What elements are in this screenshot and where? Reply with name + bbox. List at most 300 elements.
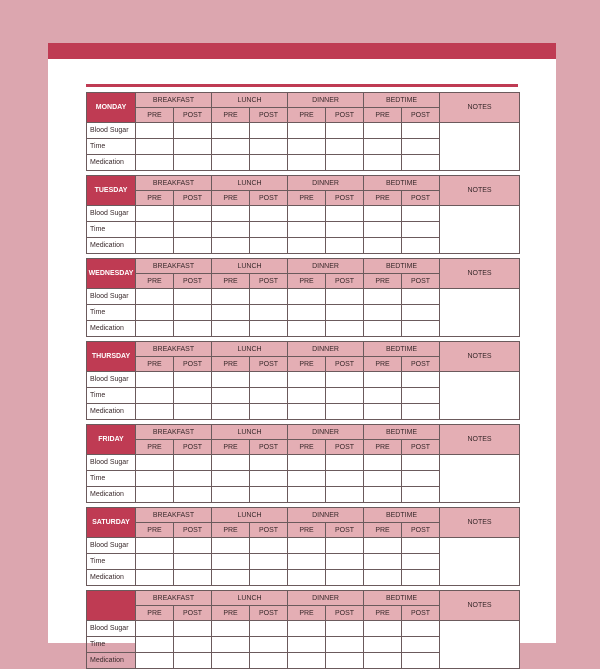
entry-cell[interactable] bbox=[402, 372, 440, 388]
entry-cell[interactable] bbox=[136, 388, 174, 404]
entry-cell[interactable] bbox=[364, 305, 402, 321]
entry-cell[interactable] bbox=[174, 155, 212, 171]
table-row bbox=[87, 621, 520, 637]
entry-cell[interactable] bbox=[402, 155, 440, 171]
entry-cell[interactable] bbox=[136, 570, 174, 586]
table-row bbox=[87, 455, 520, 471]
row-label: Time bbox=[87, 471, 136, 487]
notes-header: NOTES bbox=[440, 425, 520, 455]
entry-cell[interactable] bbox=[136, 372, 174, 388]
entry-cell[interactable] bbox=[402, 621, 440, 637]
row-label: Time bbox=[87, 388, 136, 404]
entry-cell[interactable] bbox=[212, 554, 250, 570]
pre-header: PRE bbox=[288, 523, 326, 538]
meal-header: BREAKFAST bbox=[136, 508, 212, 523]
entry-cell[interactable] bbox=[288, 554, 326, 570]
meal-header: BREAKFAST bbox=[136, 425, 212, 440]
row-label: Blood Sugar bbox=[87, 289, 136, 305]
entry-cell[interactable] bbox=[136, 404, 174, 420]
meal-header: BREAKFAST bbox=[136, 93, 212, 108]
entry-cell[interactable] bbox=[364, 238, 402, 254]
entry-cell[interactable] bbox=[212, 372, 250, 388]
entry-cell[interactable] bbox=[174, 139, 212, 155]
post-header: POST bbox=[174, 440, 212, 455]
entry-cell[interactable] bbox=[288, 404, 326, 420]
entry-cell[interactable] bbox=[212, 538, 250, 554]
entry-cell[interactable] bbox=[212, 289, 250, 305]
entry-cell[interactable] bbox=[212, 222, 250, 238]
entry-cell[interactable] bbox=[174, 653, 212, 669]
day-log-table bbox=[86, 507, 520, 586]
entry-cell[interactable] bbox=[174, 404, 212, 420]
row-label: Medication bbox=[87, 321, 136, 337]
entry-cell[interactable] bbox=[402, 289, 440, 305]
day-log-table bbox=[86, 175, 520, 254]
row-label: Blood Sugar bbox=[87, 206, 136, 222]
entry-cell[interactable] bbox=[364, 155, 402, 171]
pre-header: PRE bbox=[136, 191, 174, 206]
meal-header: BREAKFAST bbox=[136, 591, 212, 606]
row-label: Blood Sugar bbox=[87, 123, 136, 139]
meal-header: BEDTIME bbox=[364, 176, 440, 191]
meal-header: BEDTIME bbox=[364, 342, 440, 357]
entry-cell[interactable] bbox=[402, 653, 440, 669]
entry-cell[interactable] bbox=[212, 621, 250, 637]
entry-cell[interactable] bbox=[364, 388, 402, 404]
entry-cell[interactable] bbox=[174, 621, 212, 637]
entry-cell[interactable] bbox=[174, 471, 212, 487]
pre-header: PRE bbox=[364, 191, 402, 206]
entry-cell[interactable] bbox=[288, 538, 326, 554]
entry-cell[interactable] bbox=[212, 570, 250, 586]
meal-header: DINNER bbox=[288, 342, 364, 357]
notes-header: NOTES bbox=[440, 93, 520, 123]
entry-cell[interactable] bbox=[174, 487, 212, 503]
entry-cell[interactable] bbox=[212, 637, 250, 653]
entry-cell[interactable] bbox=[136, 538, 174, 554]
entry-cell[interactable] bbox=[364, 637, 402, 653]
entry-cell[interactable] bbox=[402, 404, 440, 420]
pre-header: PRE bbox=[288, 274, 326, 289]
post-header: POST bbox=[326, 357, 364, 372]
row-label: Time bbox=[87, 222, 136, 238]
entry-cell[interactable] bbox=[364, 321, 402, 337]
entry-cell[interactable] bbox=[402, 487, 440, 503]
entry-cell[interactable] bbox=[402, 554, 440, 570]
entry-cell[interactable] bbox=[136, 653, 174, 669]
day-log-table bbox=[86, 258, 520, 337]
notes-cell[interactable] bbox=[440, 123, 520, 171]
pre-header: PRE bbox=[364, 440, 402, 455]
entry-cell[interactable] bbox=[402, 238, 440, 254]
entry-cell[interactable] bbox=[364, 554, 402, 570]
post-header: POST bbox=[174, 108, 212, 123]
day-log-table bbox=[86, 92, 520, 171]
entry-cell[interactable] bbox=[212, 404, 250, 420]
meal-header: DINNER bbox=[288, 259, 364, 274]
entry-cell[interactable] bbox=[326, 123, 364, 139]
pre-header: PRE bbox=[364, 606, 402, 621]
entry-cell[interactable] bbox=[212, 155, 250, 171]
entry-cell[interactable] bbox=[402, 455, 440, 471]
entry-cell[interactable] bbox=[250, 388, 288, 404]
meal-header: DINNER bbox=[288, 176, 364, 191]
post-header: POST bbox=[250, 191, 288, 206]
meal-header: BREAKFAST bbox=[136, 176, 212, 191]
post-header: POST bbox=[402, 108, 440, 123]
entry-cell[interactable] bbox=[288, 139, 326, 155]
entry-cell[interactable] bbox=[326, 471, 364, 487]
entry-cell[interactable] bbox=[288, 653, 326, 669]
entry-cell[interactable] bbox=[212, 206, 250, 222]
entry-cell[interactable] bbox=[250, 487, 288, 503]
entry-cell[interactable] bbox=[364, 570, 402, 586]
entry-cell[interactable] bbox=[174, 554, 212, 570]
notes-header: NOTES bbox=[440, 176, 520, 206]
meal-header: LUNCH bbox=[212, 259, 288, 274]
entry-cell[interactable] bbox=[326, 653, 364, 669]
post-header: POST bbox=[326, 274, 364, 289]
row-label: Time bbox=[87, 139, 136, 155]
entry-cell[interactable] bbox=[364, 455, 402, 471]
entry-cell[interactable] bbox=[250, 471, 288, 487]
pre-header: PRE bbox=[212, 108, 250, 123]
entry-cell[interactable] bbox=[364, 139, 402, 155]
entry-cell[interactable] bbox=[326, 388, 364, 404]
row-label: Blood Sugar bbox=[87, 372, 136, 388]
entry-cell[interactable] bbox=[326, 206, 364, 222]
day-name: TUESDAY bbox=[87, 176, 136, 206]
post-header: POST bbox=[174, 523, 212, 538]
entry-cell[interactable] bbox=[212, 238, 250, 254]
entry-cell[interactable] bbox=[326, 455, 364, 471]
day-name: SATURDAY bbox=[87, 508, 136, 538]
entry-cell[interactable] bbox=[288, 372, 326, 388]
entry-cell[interactable] bbox=[174, 289, 212, 305]
entry-cell[interactable] bbox=[136, 554, 174, 570]
entry-cell[interactable] bbox=[136, 206, 174, 222]
entry-cell[interactable] bbox=[136, 455, 174, 471]
entry-cell[interactable] bbox=[288, 637, 326, 653]
entry-cell[interactable] bbox=[212, 471, 250, 487]
entry-cell[interactable] bbox=[288, 206, 326, 222]
entry-cell[interactable] bbox=[364, 471, 402, 487]
meal-header: DINNER bbox=[288, 93, 364, 108]
entry-cell[interactable] bbox=[212, 653, 250, 669]
row-label: Time bbox=[87, 637, 136, 653]
entry-cell[interactable] bbox=[250, 222, 288, 238]
entry-cell[interactable] bbox=[326, 305, 364, 321]
entry-cell[interactable] bbox=[250, 455, 288, 471]
entry-cell[interactable] bbox=[402, 471, 440, 487]
entry-cell[interactable] bbox=[136, 471, 174, 487]
entry-cell[interactable] bbox=[326, 570, 364, 586]
entry-cell[interactable] bbox=[136, 139, 174, 155]
day-name bbox=[87, 591, 136, 621]
entry-cell[interactable] bbox=[326, 487, 364, 503]
post-header: POST bbox=[326, 440, 364, 455]
entry-cell[interactable] bbox=[326, 321, 364, 337]
meal-header: LUNCH bbox=[212, 425, 288, 440]
entry-cell[interactable] bbox=[250, 404, 288, 420]
entry-cell[interactable] bbox=[250, 637, 288, 653]
day-log-table bbox=[86, 590, 520, 669]
entry-cell[interactable] bbox=[212, 321, 250, 337]
post-header: POST bbox=[402, 523, 440, 538]
entry-cell[interactable] bbox=[326, 637, 364, 653]
pre-header: PRE bbox=[212, 440, 250, 455]
day-name: MONDAY bbox=[87, 93, 136, 123]
entry-cell[interactable] bbox=[364, 206, 402, 222]
entry-cell[interactable] bbox=[326, 289, 364, 305]
entry-cell[interactable] bbox=[136, 123, 174, 139]
entry-cell[interactable] bbox=[402, 305, 440, 321]
meal-header: BREAKFAST bbox=[136, 342, 212, 357]
entry-cell[interactable] bbox=[364, 653, 402, 669]
entry-cell[interactable] bbox=[402, 206, 440, 222]
pre-header: PRE bbox=[212, 357, 250, 372]
meal-header: LUNCH bbox=[212, 508, 288, 523]
table-row bbox=[87, 206, 520, 222]
meal-header: BEDTIME bbox=[364, 508, 440, 523]
post-header: POST bbox=[326, 108, 364, 123]
entry-cell[interactable] bbox=[212, 305, 250, 321]
entry-cell[interactable] bbox=[250, 206, 288, 222]
entry-cell[interactable] bbox=[250, 139, 288, 155]
day-name: THURSDAY bbox=[87, 342, 136, 372]
entry-cell[interactable] bbox=[250, 305, 288, 321]
entry-cell[interactable] bbox=[326, 538, 364, 554]
entry-cell[interactable] bbox=[326, 222, 364, 238]
entry-cell[interactable] bbox=[212, 455, 250, 471]
entry-cell[interactable] bbox=[326, 404, 364, 420]
meal-header: DINNER bbox=[288, 591, 364, 606]
entry-cell[interactable] bbox=[364, 621, 402, 637]
post-header: POST bbox=[250, 274, 288, 289]
entry-cell[interactable] bbox=[288, 471, 326, 487]
entry-cell[interactable] bbox=[288, 388, 326, 404]
entry-cell[interactable] bbox=[288, 155, 326, 171]
entry-cell[interactable] bbox=[402, 139, 440, 155]
entry-cell[interactable] bbox=[212, 487, 250, 503]
entry-cell[interactable] bbox=[250, 155, 288, 171]
post-header: POST bbox=[326, 523, 364, 538]
entry-cell[interactable] bbox=[402, 538, 440, 554]
entry-cell[interactable] bbox=[174, 570, 212, 586]
entry-cell[interactable] bbox=[174, 238, 212, 254]
pre-header: PRE bbox=[364, 357, 402, 372]
entry-cell[interactable] bbox=[250, 321, 288, 337]
entry-cell[interactable] bbox=[288, 621, 326, 637]
entry-cell[interactable] bbox=[136, 238, 174, 254]
entry-cell[interactable] bbox=[250, 621, 288, 637]
entry-cell[interactable] bbox=[402, 222, 440, 238]
entry-cell[interactable] bbox=[288, 289, 326, 305]
entry-cell[interactable] bbox=[250, 538, 288, 554]
entry-cell[interactable] bbox=[402, 123, 440, 139]
row-label: Blood Sugar bbox=[87, 621, 136, 637]
entry-cell[interactable] bbox=[136, 487, 174, 503]
post-header: POST bbox=[174, 191, 212, 206]
entry-cell[interactable] bbox=[174, 388, 212, 404]
entry-cell[interactable] bbox=[250, 289, 288, 305]
pre-header: PRE bbox=[212, 274, 250, 289]
entry-cell[interactable] bbox=[364, 289, 402, 305]
post-header: POST bbox=[402, 606, 440, 621]
row-label: Medication bbox=[87, 653, 136, 669]
post-header: POST bbox=[250, 357, 288, 372]
row-label: Medication bbox=[87, 487, 136, 503]
entry-cell[interactable] bbox=[174, 123, 212, 139]
entry-cell[interactable] bbox=[288, 321, 326, 337]
sheet-top-bar bbox=[48, 43, 556, 59]
meal-header: BREAKFAST bbox=[136, 259, 212, 274]
entry-cell[interactable] bbox=[250, 123, 288, 139]
entry-cell[interactable] bbox=[364, 538, 402, 554]
entry-cell[interactable] bbox=[402, 570, 440, 586]
entry-cell[interactable] bbox=[136, 222, 174, 238]
entry-cell[interactable] bbox=[174, 305, 212, 321]
entry-cell[interactable] bbox=[174, 455, 212, 471]
meal-header: LUNCH bbox=[212, 93, 288, 108]
entry-cell[interactable] bbox=[288, 123, 326, 139]
notes-header: NOTES bbox=[440, 591, 520, 621]
row-label: Medication bbox=[87, 155, 136, 171]
table-row bbox=[87, 123, 520, 139]
entry-cell[interactable] bbox=[136, 289, 174, 305]
notes-cell[interactable] bbox=[440, 206, 520, 254]
entry-cell[interactable] bbox=[136, 637, 174, 653]
entry-cell[interactable] bbox=[288, 455, 326, 471]
post-header: POST bbox=[174, 357, 212, 372]
entry-cell[interactable] bbox=[250, 372, 288, 388]
entry-cell[interactable] bbox=[364, 487, 402, 503]
entry-cell[interactable] bbox=[402, 321, 440, 337]
entry-cell[interactable] bbox=[288, 238, 326, 254]
meal-header: BEDTIME bbox=[364, 591, 440, 606]
pre-header: PRE bbox=[288, 108, 326, 123]
row-label: Medication bbox=[87, 238, 136, 254]
entry-cell[interactable] bbox=[136, 621, 174, 637]
meal-header: BEDTIME bbox=[364, 93, 440, 108]
entry-cell[interactable] bbox=[288, 570, 326, 586]
table-row bbox=[87, 372, 520, 388]
entry-cell[interactable] bbox=[250, 653, 288, 669]
entry-cell[interactable] bbox=[326, 554, 364, 570]
entry-cell[interactable] bbox=[212, 123, 250, 139]
post-header: POST bbox=[174, 274, 212, 289]
post-header: POST bbox=[250, 108, 288, 123]
pre-header: PRE bbox=[212, 606, 250, 621]
entry-cell[interactable] bbox=[326, 621, 364, 637]
day-name: WEDNESDAY bbox=[87, 259, 136, 289]
meal-header: LUNCH bbox=[212, 176, 288, 191]
entry-cell[interactable] bbox=[402, 388, 440, 404]
notes-cell[interactable] bbox=[440, 372, 520, 420]
post-header: POST bbox=[174, 606, 212, 621]
pre-header: PRE bbox=[288, 357, 326, 372]
notes-cell[interactable] bbox=[440, 538, 520, 586]
pre-header: PRE bbox=[288, 191, 326, 206]
entry-cell[interactable] bbox=[212, 388, 250, 404]
entry-cell[interactable] bbox=[326, 238, 364, 254]
notes-cell[interactable] bbox=[440, 289, 520, 337]
pre-header: PRE bbox=[136, 440, 174, 455]
pre-header: PRE bbox=[288, 606, 326, 621]
entry-cell[interactable] bbox=[326, 372, 364, 388]
meal-header: BEDTIME bbox=[364, 425, 440, 440]
entry-cell[interactable] bbox=[174, 321, 212, 337]
day-log-table bbox=[86, 424, 520, 503]
row-label: Blood Sugar bbox=[87, 455, 136, 471]
post-header: POST bbox=[402, 440, 440, 455]
entry-cell[interactable] bbox=[250, 554, 288, 570]
pre-header: PRE bbox=[212, 523, 250, 538]
entry-cell[interactable] bbox=[250, 570, 288, 586]
entry-cell[interactable] bbox=[326, 155, 364, 171]
table-row bbox=[87, 289, 520, 305]
row-label: Medication bbox=[87, 404, 136, 420]
row-label: Time bbox=[87, 554, 136, 570]
notes-header: NOTES bbox=[440, 259, 520, 289]
entry-cell[interactable] bbox=[174, 637, 212, 653]
row-label: Time bbox=[87, 305, 136, 321]
pre-header: PRE bbox=[136, 523, 174, 538]
post-header: POST bbox=[402, 274, 440, 289]
entry-cell[interactable] bbox=[136, 321, 174, 337]
entry-cell[interactable] bbox=[364, 404, 402, 420]
entry-cell[interactable] bbox=[288, 487, 326, 503]
entry-cell[interactable] bbox=[174, 222, 212, 238]
notes-cell[interactable] bbox=[440, 621, 520, 669]
entry-cell[interactable] bbox=[364, 123, 402, 139]
entry-cell[interactable] bbox=[136, 155, 174, 171]
post-header: POST bbox=[326, 191, 364, 206]
meal-header: LUNCH bbox=[212, 342, 288, 357]
entry-cell[interactable] bbox=[288, 305, 326, 321]
post-header: POST bbox=[250, 523, 288, 538]
header-rule bbox=[86, 84, 518, 87]
entry-cell[interactable] bbox=[326, 139, 364, 155]
entry-cell[interactable] bbox=[250, 238, 288, 254]
post-header: POST bbox=[402, 191, 440, 206]
pre-header: PRE bbox=[364, 274, 402, 289]
entry-cell[interactable] bbox=[174, 538, 212, 554]
row-label: Medication bbox=[87, 570, 136, 586]
notes-header: NOTES bbox=[440, 342, 520, 372]
post-header: POST bbox=[326, 606, 364, 621]
table-row bbox=[87, 538, 520, 554]
entry-cell[interactable] bbox=[136, 305, 174, 321]
meal-header: DINNER bbox=[288, 508, 364, 523]
entry-cell[interactable] bbox=[364, 372, 402, 388]
post-header: POST bbox=[402, 357, 440, 372]
pre-header: PRE bbox=[364, 108, 402, 123]
day-log-table bbox=[86, 341, 520, 420]
row-label: Blood Sugar bbox=[87, 538, 136, 554]
meal-header: DINNER bbox=[288, 425, 364, 440]
meal-header: LUNCH bbox=[212, 591, 288, 606]
pre-header: PRE bbox=[364, 523, 402, 538]
notes-cell[interactable] bbox=[440, 455, 520, 503]
entry-cell[interactable] bbox=[174, 206, 212, 222]
entry-cell[interactable] bbox=[288, 222, 326, 238]
entry-cell[interactable] bbox=[402, 637, 440, 653]
entry-cell[interactable] bbox=[364, 222, 402, 238]
entry-cell[interactable] bbox=[174, 372, 212, 388]
pre-header: PRE bbox=[212, 191, 250, 206]
entry-cell[interactable] bbox=[212, 139, 250, 155]
